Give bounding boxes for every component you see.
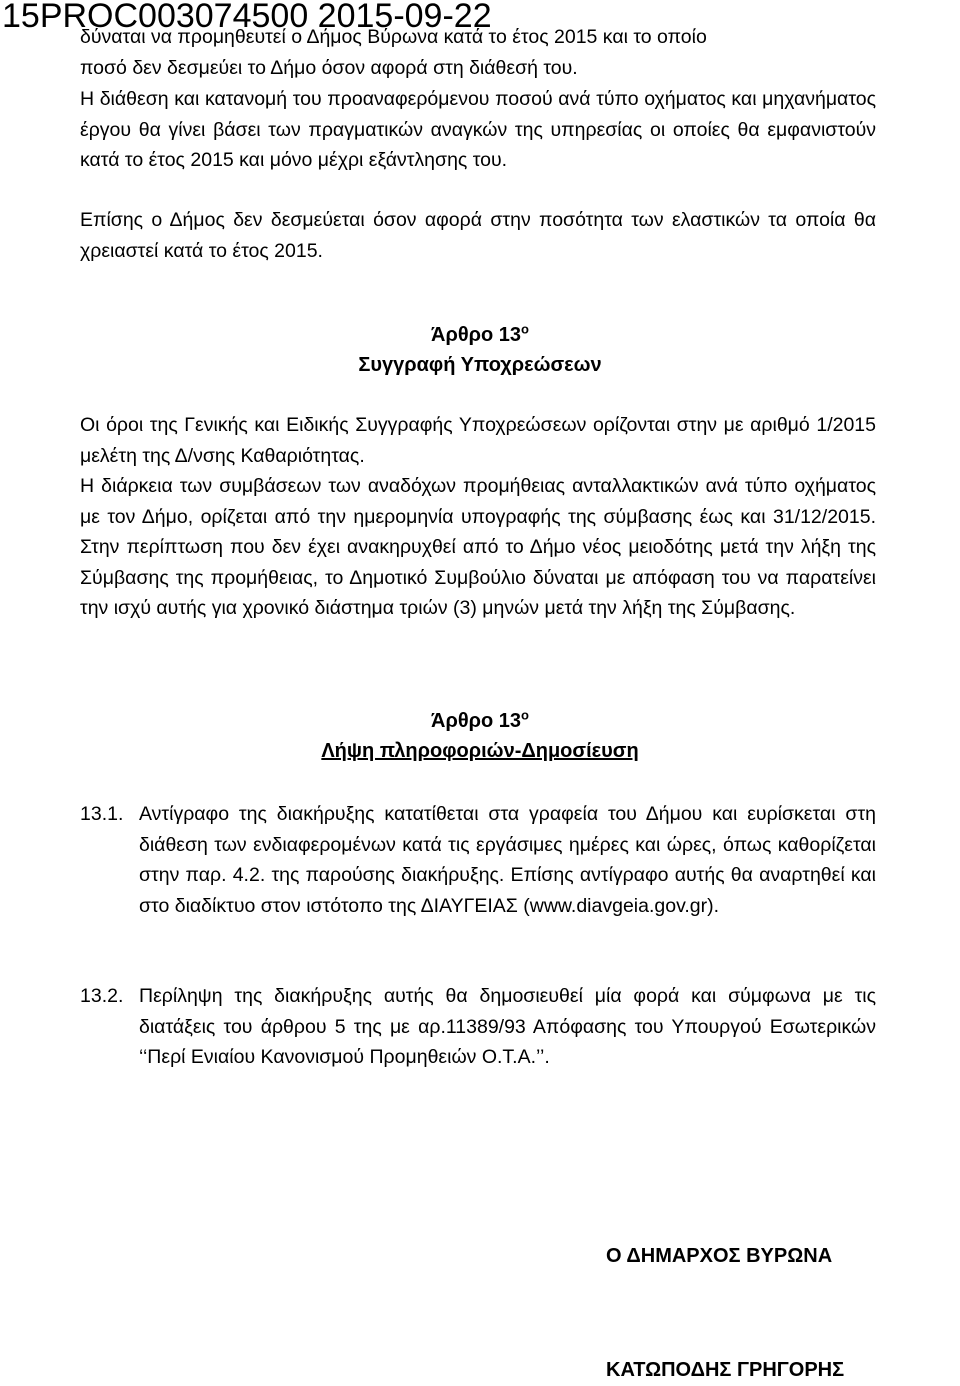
paragraph-allocation: Η διάθεση και κατανομή του προαναφερόμενου ποσού ανά τύπο οχήματος και μηχανήματος έργου θα γίνει βάσει των πραγματικών αναγκών της υπηρεσίας οι οποίες θα εμφανιστούν κατά το έτος 2015 και μόνο μέχρι εξάντλησης του. (80, 88, 876, 171)
item-number: 13.2. (80, 985, 124, 1007)
paragraph-duration: Η διάρκεια των συμβάσεων των αναδόχων προμήθειας ανταλλακτικών ανά τύπο οχήματος με τον Δήμο, ορίζεται από την ημερομηνία υπογραφής της σύμβασης έως και 31/12/2015. Στην περίπτωση που δεν έχει ανακηρυχθεί από το Δήμο νέος μειοδότης μετά την λήξη της Σύμβασης της προμήθειας, το Δημοτικό Συμβούλιο δύναται με απόφαση του να παρατείνει την ισχύ αυτής για χρονικό διάστημα τριών (3) μηνών μετά την λήξη της Σύμβασης. (80, 475, 876, 619)
document-id-stamp: 15PROC003074500 2015-09-22 (2, 0, 492, 35)
paragraph-tyres: Επίσης ο Δήμος δεν δεσμεύεται όσον αφορά στην ποσότητα των ελαστικών τα οποία θα χρειαστεί κατά το έτος 2015. (80, 209, 876, 262)
signature-name: ΚΑΤΩΠΟΔΗΣ ΓΡΗΓΟΡΗΣ (606, 1359, 845, 1381)
item-text: Περίληψη της διακήρυξης αυτής θα δημοσιευθεί μία φορά και σύμφωνα με τις διατάξεις του άρθρου 5 της με αρ.11389/93 Απόφασης του Υπουργού Εσωτερικών ‘‘Περί Ενιαίου Κανονισμού Προμηθειών Ο.Τ.Α.’’. (139, 985, 876, 1068)
article-13b-title (0, 736, 960, 766)
article-number: Άρθρο 13 (431, 324, 522, 346)
article-13-title: Συγγραφή Υποχρεώσεων (358, 354, 602, 376)
ordinal-superscript: ο (521, 707, 529, 723)
article-13b-heading (0, 706, 960, 736)
item-text: Αντίγραφο της διακήρυξης κατατίθεται στα γραφεία του Δήμου και ευρίσκεται στη διάθεση των ενδιαφερομένων κατά τις εργάσιμες ημέρες και ώρες, όπως καθορίζεται στην παρ. 4.2. της παρούσης διακήρυξης. Επίσης αντίγραφο αυτής θα αναρτηθεί και στο διαδίκτυο στον ιστότοπο της ΔΙΑΥΓΕΙΑΣ (www.diavgeia.gov.gr). (139, 803, 876, 917)
paragraph-line: ποσό δεν δεσμεύει το Δήμο όσον αφορά στη διάθεσή του. (80, 57, 578, 79)
signature-title: Ο ΔΗΜΑΡΧΟΣ ΒΥΡΩΝΑ (606, 1245, 833, 1267)
article-13-heading (0, 320, 960, 350)
ordinal-superscript: ο (521, 321, 529, 337)
paragraph-line: δύναται να προμηθευτεί ο Δήμος Βύρωνα κατά το έτος 2015 και το οποίο (80, 26, 707, 48)
article-title-text: Λήψη πληροφοριών-Δημοσίευση (321, 740, 639, 762)
article-number: Άρθρο 13 (431, 710, 522, 732)
paragraph-terms: Οι όροι της Γενικής και Ειδικής Συγγραφής Υποχρεώσεων ορίζονται στην με αριθμό 1/2015 μελέτη της Δ/νσης Καθαριότητας. (80, 414, 876, 467)
item-number: 13.1. (80, 803, 124, 825)
